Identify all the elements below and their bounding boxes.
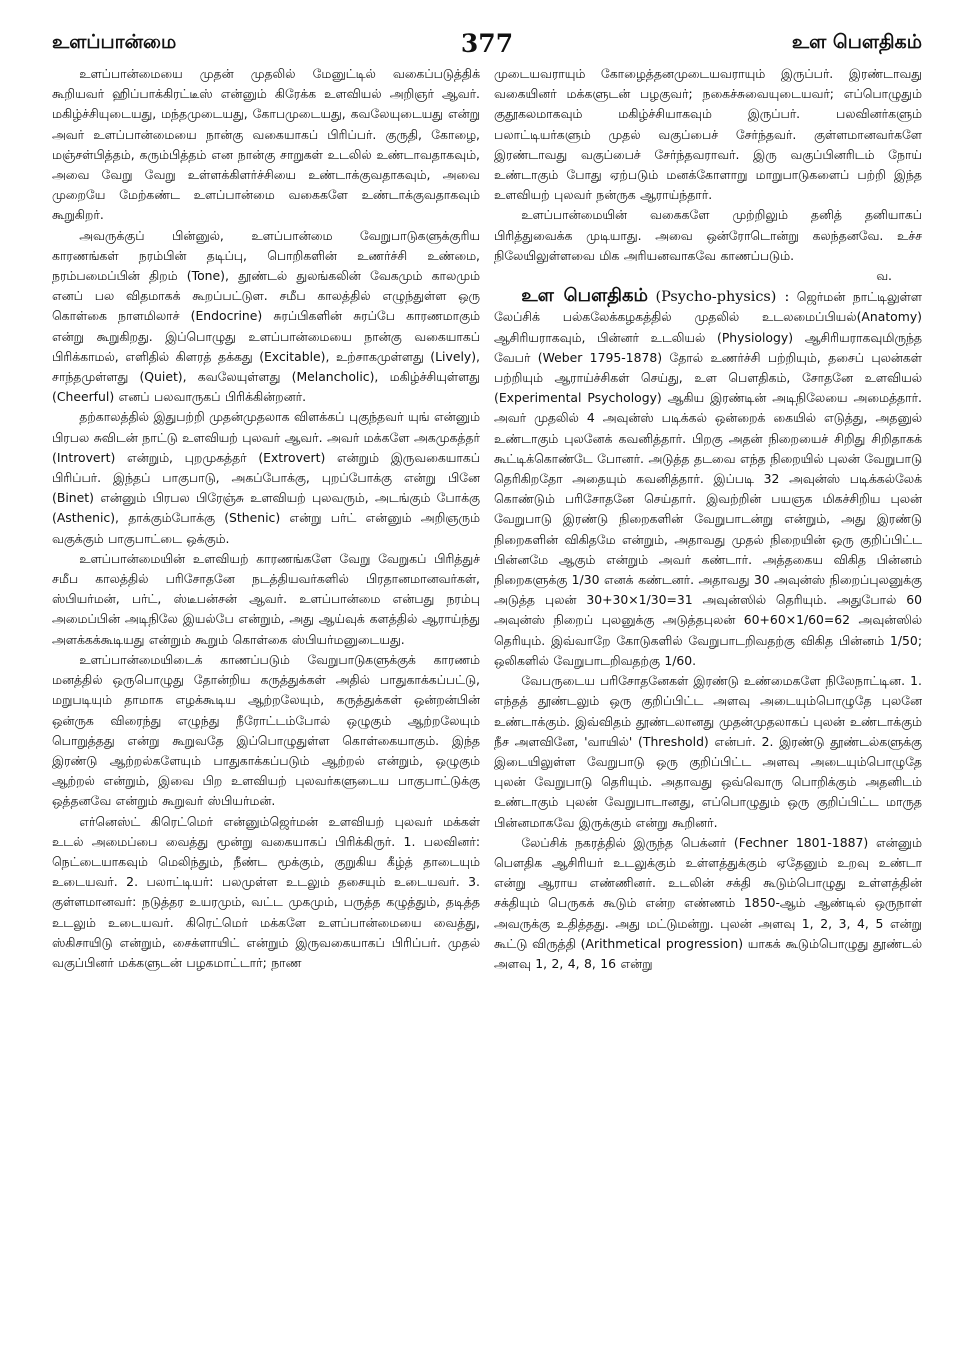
paragraph: அவருக்குப் பின்னுல், உளப்பான்மை வேறுபாடுகளுக்குரிய காரணங்கள் நரம்பின் தடிப்பு, பொறிகளின் உணர்ச்சி உண்மை, நரம்பமைப்பின் திறம் (Tone), தூண்டல் துலங்கலின் வேகமும் காலமும் எனப் பல விதமாகக் கூறப்பட்டுள. சமீப காலத்தில் எழுந்துள்ள ஒரு கொள்கை நாளமிலாச் (Endocrine) சுரப்பிகளின் சுரப்பே காரணமாகும் என்று கூறுகிறது. இப்பொழுது உளப்பான்மையை நான்கு வகையாகப் பிரிக்காமல், எளிதில் கிளரத் தக்கது (Excitable), உற்சாகமுள்ளது (Lively), சாந்தமுள்ளது (Quiet), கவலேயுள்ளது (Melancholic), மகிழ்ச்சியுள்ளது (Cheerful) எனப் பலவாருகப் பிரிக்கின்றனர். — [52, 227, 480, 405]
paragraph: தற்காலத்தில் இதுபற்றி முதன்முதலாக விளக்கப் புகுந்தவர் யுங் என்னும் பிரபல சுவிடன் நாட்டு உளவியற் புலவர் ஆவர். அவர் மக்களே அகமுகத்தர் (Introvert) என்றும், புறமுகத்தர் (Extrovert) என்றும் இருவகையாகப் பிரிப்பர். இந்தப் பாகுபாடு, அகப்போக்கு, புறப்போக்கு என்று பினே (Binet) என்னும் பிரபல பிரேஞ்சு உளவியற் புலவரும், அடங்கும் போக்கு (Asthenic), தாக்கும்போக்கு (Sthenic) என்று பர்ட் என்னும் அறிஞரும் வகுக்கும் பாகுபாட்டை ஒக்கும். — [52, 409, 480, 546]
entry-text: நாட்டிலுள்ள லேப்சிக் பல்கலேக்கழகத்தில் முதலில் உடலமைப்பியல்(Anatomy) ஆசிரியராகவும், பின்னர் உடலியல் (Physiology) ஆசிரியராகவுமிருந்த வேபர் (Weber 1795-1878) தோல் உணர்ச்சி பற்றியும், தசைப் புலன்கள் பற்றியும் ஆராய்ச்சிகள் செய்து, உள பௌதிகம், சோதனே உளவியல் (Experimental Psychology) ஆகிய இரண்டின் அடிநிலேயை அமைத்தார். அவர் முதலில் 4 அவுன்ஸ் படிக்கல் ஒன்றைக் கையில் எடுத்து, அதனுல் உண்டாகும் புலனேக் கவனித்தார். பிறகு அதன் நிறையைச் சிறிது சிறிதாகக் கூட்டிக்கொண்டே போனர். அடுத்த தடவை எந்த நிறையில் புலன் வேறுபாடு தெரிகிறதோ அதையும் கவனித்தார். இப்படி 32 அவுன்ஸ் படிக்கல்லேக் கொண்டும் பரிசோதனே செய்தார். இவற்றின் பயஞக மிகச்சிறிய புலன் வேறுபாடு இரண்டு நிறைகளின் வேறுபாடன்று என்றும், அது இரண்டு நிறைகளின் விகிதமே என்றும், அதாவது முதல் நிறையின் ஒரு குறிப்பிட்ட பின்னமே ஆகும் என்றும் அவர் கண்டார். அத்தகைய விகித பின்னம் நிறைகளுக்கு 1/30 எனக் கண்டனர். அதாவது 30 அவுன்ஸ் நிறைப்புலனுக்கு அடுத்த புலன் 30+30×1/30=31 அவுன்ஸில் தெரியும். அதுபோல் 60 அவுன்ஸ் நிறைப் புலனுக்கு அடுத்தபுலன் 60+60×1/60=62 அவுன்ஸில் தெரியும். இவ்வாறே கோடுகளில் வேறுபாடறிவதற்கு விகித பின்னம் 1/50; ஒலிகளில் வேறுபாடறிவதற்கு 1/60. — [494, 289, 922, 668]
page-number: 377 — [460, 28, 514, 58]
running-head — [52, 28, 922, 58]
paragraph: முடையவராயும் கோழைத்தனமுடையவராயும் இருப்பர். இரண்டாவது வகையினர் மக்களுடன் பழகுவர்; நகைச்சுவையுடையவர்; எப்பொழுதும் குதூகலமாகவும் மகிழ்ச்சியாகவும் இருப்பர். பலவினர்களும் பலாட்டியர்களும் முதல் வகுப்பைச் சேர்ந்தவர். குள்ளமானவர்களே இரண்டாவது வகுப்பைச் சேர்ந்தவராவர். இரு வகுப்பினரிடம் நோய் உண்டாகும் போது ஏற்படும் மனக்கோளாறு மாறுபாடுகளைப் பற்றி இந்த உளவியற் புலவர் நன்ருக ஆராய்ந்தார். — [494, 66, 922, 203]
paragraph: உளப்பான்மையை முதன் முதலில் மேனுட்டில் வகைப்படுத்திக் கூறியவர் ஹிப்பாக்கிரட்டீஸ் என்னும் கிரேக்க உளவியல் அறிஞர் ஆவர். மகிழ்ச்சியுடையது, மந்தமுடையது, கோபமுடையது, கவலேயுடையது என்று அவர் உளப்பான்மையை நான்கு வகையாகப் பிரிப்பர். குருதி, கோழை, மஞ்சள்பித்தம், கரும்பித்தம் என நான்கு சாறுகள் உடலில் உண்டாவதாகவும், அவை வேறு வேறு உள்ளக்கிளர்ச்சியை உண்டாக்குவதாகவும், அவை முறையே மேற்கண்ட உளப்பான்மை வகைகளே உண்டாக்குவதாகவும் கூறுகிறர். — [52, 66, 480, 223]
entry-heading-english: (Psycho-physics) : — [655, 289, 790, 306]
author-initial: வ. — [876, 268, 892, 284]
left-column — [52, 64, 480, 1354]
paragraph-text: உளப்பான்மையின் வகைகளே முற்றிலும் தனித் தனியாகப் பிரித்துவைக்க முடியாது. அவை ஒன்ரோடொன்று கலந்தனவே. உச்ச நிலேயிலுள்ளவை மிக அரியனவாகவே காணப்படும். — [494, 207, 922, 263]
running-head-left: உளப்பான்மை — [52, 30, 177, 53]
right-column — [494, 64, 922, 1354]
paragraph: உளப்பான்மையின் உளவியற் காரணங்களே வேறு வேறுகப் பிரித்துச் சமீப காலத்தில் பரிசோதனே நடத்தியவர்களில் பிரதானமானவர்கள், ஸ்பியர்மன், பர்ட், ஸ்டீபன்சன் ஆவர். உளப்பான்மை என்பது நரம்பு அமைப்பின் அடிநிலே இயல்பே என்றும், அது ஆய்வுக் களத்தில் ஆராய்ந்து அளக்கக்கூடியது என்றும் கூறும் கொள்கை ஸ்பியர்மனுடையது. — [52, 550, 480, 647]
paragraph: வேபருடைய பரிசோதனேகள் இரண்டு உண்மைகளே நிலேநாட்டின. 1. எந்தத் தூண்டலும் ஒரு குறிப்பிட்ட அளவு அடையும்பொழுதே புலனே உண்டாக்கும். இவ்விதம் தூண்டலானது முதன்முதலாகப் புலன் உண்டாக்கும் நீச அளவினே, 'வாயில்' (Threshold) என்பர். 2. இரண்டு தூண்டல்களுக்கு இடையிலுள்ள வேறுபாடு ஒரு குறிப்பிட்ட அளவு அடையும்பொழுதே புலன் வேறுபாடு தெரியும். அதாவது ஒவ்வொரு பொறிக்கும் அதனிடம் உண்டாகும் புலன் வேறுபாடானது, எப்பொழுதும் ஒரு குறிப்பிட்ட மாருத பின்னமாகவே இருக்கும் என்று கூறினர். — [494, 673, 922, 830]
entry-lead: ஜெர்மன் — [796, 289, 846, 305]
running-head-right: உள பௌதிகம் — [791, 30, 922, 53]
paragraph: உளப்பான்மையிடைக் காணப்படும் வேறுபாடுகளுக்குக் காரணம் மனத்தில் ஒருபொழுது தோன்றிய கருத்துக்கள் அதில் பாதுகாக்கப்பட்டு, மறுபடியும் தாமாக எழக்கூடிய ஆற்றலேயும், கருத்துக்கள் ஒன்றன்பின் ஒன்ருக விரைந்து எழுந்து நீரோட்டம்போல் ஒழுகும் ஆற்றலேயும் பொறுத்தது என்று கூறுவதே இப்பொழுதுள்ள கொள்கையாகும். இந்த இரண்டு ஆற்றல்களேயும் பாதுகாக்கப்படும் ஆற்றல் என்றும், ஒழுகும் ஆற்றல் என்றும், இவை பிற உளவியற் புலவர்களுடைய பாகுபாட்டுக்கு ஒத்தனவே என்றும் கூறுவர் ஸ்பியர்மன். — [52, 651, 480, 809]
entry-heading: உள பௌதிகம் — [521, 285, 649, 307]
paragraph: எர்னெஸ்ட் கிரெட்மெர் என்னும்ஜெர்மன் உளவியற் புலவர் மக்கள் உடல் அமைப்பை வைத்து மூன்று வகையாகப் பிரிக்கிருர். 1. பலவினர்: நெட்டையாகவும் மெலிந்தும், நீண்ட மூக்கும், குறுகிய கீழ்த் தாடையும் உடையவர். 2. பலாட்டியர்: பலமுள்ள உடலும் தசையும் உடையவர். 3. குள்ளமானவர்: நடுத்தர உயரமும், வட்ட முகமும், பருத்த கழுத்தும், தடித்த உடலும் உடையவர். கிரெட்மெர் மக்களே உளப்பான்மையை வைத்து, ஸ்கிசாயிடு என்றும், சைக்ளாயிட் என்றும் இருவகையாகப் பிரிப்பர். முதல் வகுப்பினர் மக்களுடன் பழகமாட்டார்; நாண — [52, 813, 480, 970]
paragraph — [494, 205, 922, 286]
entry-paragraph — [494, 286, 922, 671]
text-columns — [52, 64, 922, 1354]
paragraph: லேப்சிக் நகரத்தில் இருந்த பெக்னர் (Fechner 1801-1887) என்னும் பௌதிக ஆசிரியர் உடலுக்கும் உள்ளத்துக்கும் ஏதேனும் உறவு உண்டா என்று ஆராய எண்ணினர். உடலின் சக்தி கூடும்பொழுது உள்ளத்தின் சக்தியும் பெருகக் கூடும் என்ற எண்ணம் 1850-ஆம் ஆண்டில் ஒருநாள் அவருக்கு உதித்தது. அது மட்டுமன்று. புலன் அளவு 1, 2, 3, 4, 5 என்று கூட்டு விருத்தி (Arithmetical progression) யாகக் கூடும்பொழுது தூண்டல் அளவு 1, 2, 4, 8, 16 என்று — [494, 834, 922, 971]
